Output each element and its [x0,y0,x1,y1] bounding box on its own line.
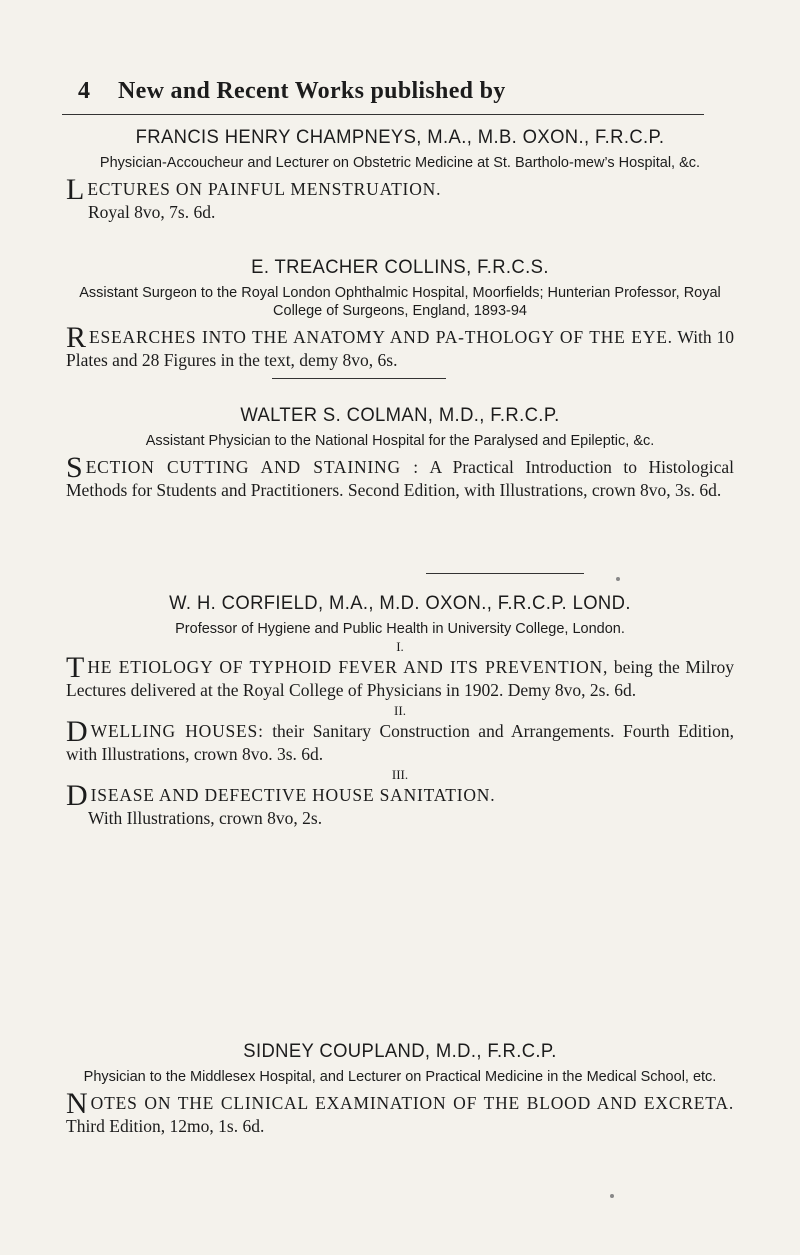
author-description: Physician to the Middlesex Hospital, and Lecturer on Practical Medicine in the Medical School, etc. [83,1069,717,1085]
page-number: 4 [78,78,91,104]
ink-speck [616,577,620,581]
drop-cap: T [66,651,85,684]
book-details: With Illustrations, crown 8vo, 2s. [88,808,323,828]
entry-coupland [66,1040,734,1138]
book-details: being the Milroy Lectures delivered at the Royal College of Physicians in 1902. Demy 8vo, 2s. 6d. [66,657,734,700]
book-title: ECTURES ON PAINFUL MENSTRUATION. [87,179,442,199]
book-title: ECTION CUTTING AND STAINING : [85,457,419,477]
book-entry [66,173,734,224]
book-entry [66,451,734,502]
author-name: WALTER S. COLMAN, M.D., F.R.C.P. [240,405,560,426]
running-header [78,78,678,105]
entry-champneys [66,126,734,224]
item-numeral: I. [396,639,404,654]
author-description: Assistant Physician to the National Hospital for the Paralysed and Epileptic, &c. [145,433,655,449]
header-rule [62,114,704,115]
item-numeral: II. [394,703,406,718]
entry-corfield [66,592,734,830]
book-details: With 10 Plates and 28 Figures in the text, demy 8vo, 6s. [66,327,734,370]
author-description: Physician-Accoucheur and Lecturer on Obstetric Medicine at St. Bartholo-mew’s Hospital, &c. [99,155,701,171]
book-title: HE ETIOLOGY OF TYPHOID FEVER AND ITS PREVENTION, [87,657,609,677]
author-name: E. TREACHER COLLINS, F.R.C.S. [251,257,549,278]
author-name: W. H. CORFIELD, M.A., M.D. OXON., F.R.C.P. LOND. [169,593,631,614]
drop-cap: R [66,321,87,354]
ink-speck [610,1194,614,1198]
item-numeral: III. [391,767,409,782]
author-description: Assistant Surgeon to the Royal London Ophthalmic Hospital, Moorfields; Hunterian Professor, Royal College of Surgeons, England, 1893-94 [79,285,721,319]
drop-cap: S [66,451,83,484]
book-entry [66,321,734,372]
page-header-title: New and Recent Works published by [118,78,506,104]
book-entry [66,651,734,702]
book-entry [66,715,735,766]
book-entry [66,1087,734,1138]
book-details: Third Edition, 12mo, 1s. 6d. [66,1116,265,1136]
entry-collins [66,256,734,372]
book-details: their Sanitary Construction and Arrangements. Fourth Edition, with Illustrations, crown 8vo. 3s. 6d. [66,721,735,764]
author-name: FRANCIS HENRY CHAMPNEYS, M.A., M.B. OXON., F.R.C.P. [135,127,665,148]
book-title: OTES ON THE CLINICAL EXAMINATION OF THE BLOOD AND EXCRETA. [90,1093,734,1113]
section-divider [426,573,584,574]
book-title: ISEASE AND DEFECTIVE HOUSE SANITATION. [90,785,496,805]
drop-cap: N [66,1087,88,1120]
book-title: ESEARCHES INTO THE ANATOMY AND PA-THOLOGY OF THE EYE. [89,327,673,347]
entry-colman [66,404,734,502]
drop-cap: D [66,779,88,812]
book-details: Royal 8vo, 7s. 6d. [88,202,216,222]
book-title: WELLING HOUSES: [90,721,264,741]
book-details: A Practical Introduction to Histological Methods for Students and Practitioners. Second Edition, with Illustrations, crown 8vo, 3s. 6d. [66,457,734,500]
book-entry [66,779,734,830]
drop-cap: D [66,715,88,748]
author-description: Professor of Hygiene and Public Health in University College, London. [175,621,625,637]
drop-cap: L [66,173,85,206]
section-divider [272,378,446,379]
author-name: SIDNEY COUPLAND, M.D., F.R.C.P. [243,1041,557,1062]
